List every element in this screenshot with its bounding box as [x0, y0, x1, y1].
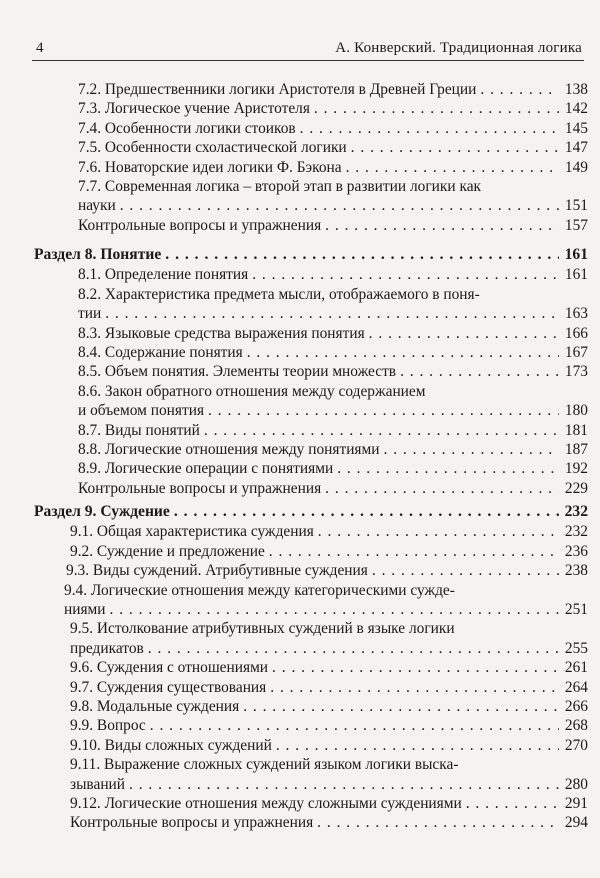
entry-text-line: 7.5. Особенности схоластической логики: [78, 139, 347, 157]
entry-text-line: 9.4. Логические отношения между категорическими сужде-: [64, 581, 455, 599]
dot-leader: [270, 678, 559, 697]
dot-leader: [174, 502, 559, 521]
entry-page-number: 167: [564, 344, 588, 361]
dot-leader: [369, 324, 559, 343]
entry-page-number: 229: [564, 479, 588, 497]
toc-entry: [78, 362, 588, 381]
entry-text-line: 8.2. Характеристика предмета мысли, отображаемого в поня-: [78, 285, 480, 303]
page-header: [32, 38, 584, 61]
entry-text-line: 7.4. Особенности логики стоиков: [78, 119, 296, 137]
entry-page-number: 149: [564, 158, 588, 176]
entry-page-number: 163: [564, 305, 588, 323]
entry-page-number: 142: [564, 100, 588, 118]
entry-page-number: 180: [564, 402, 588, 420]
entry-text-line: 9.10. Виды сложных суждений: [70, 736, 272, 754]
dot-leader: [400, 362, 559, 381]
entry-page-number: 238: [564, 562, 588, 580]
dot-leader: [466, 794, 559, 813]
entry-text-line: тии: [78, 305, 102, 323]
dot-leader: [325, 216, 559, 235]
entry-page-number: 161: [564, 266, 588, 284]
dot-leader: [243, 697, 559, 716]
entry-text-line: 9.1. Общая характеристика суждения: [70, 523, 314, 541]
toc-entry: [78, 324, 588, 343]
entry-text-line: 9.2. Суждение и предложение: [70, 542, 265, 560]
entry-text-line: 8.6. Закон обратного отношения между содержанием: [78, 382, 426, 400]
toc-entry: [78, 80, 588, 99]
dot-leader: [317, 813, 559, 832]
toc-entry: [78, 421, 588, 440]
toc-entry: [70, 794, 588, 813]
toc-entry: [70, 658, 588, 677]
entry-text-line: 9.11. Выражение сложных суждений языком логики выска-: [70, 756, 459, 774]
entry-text-line: Контрольные вопросы и упражнения: [78, 479, 322, 497]
dot-leader: [204, 421, 559, 440]
entry-text-line: ниями: [64, 600, 106, 618]
toc-entry: [78, 343, 588, 362]
toc-entry: [66, 561, 588, 580]
dot-leader: [372, 561, 559, 580]
toc-entry: [78, 440, 588, 459]
dot-leader: [318, 522, 559, 541]
section-page-number: 161: [564, 246, 588, 263]
toc-entry: [70, 697, 588, 716]
dot-leader: [351, 138, 559, 157]
toc-entry: [78, 99, 588, 118]
entry-text-line: 8.4. Содержание понятия: [78, 344, 243, 361]
entry-page-number: 264: [564, 678, 588, 696]
toc-entry: [78, 479, 588, 498]
entry-text-line: 7.6. Новаторские идеи логики Ф. Бэкона: [78, 158, 342, 176]
entry-text-line: 9.8. Модальные суждения: [70, 698, 240, 715]
toc-entry: [70, 678, 588, 697]
dot-leader: [314, 99, 559, 118]
entry-page-number: 166: [564, 324, 588, 342]
dot-leader: [276, 736, 559, 755]
entry-page-number: 181: [564, 421, 588, 439]
entry-page-number: 261: [564, 659, 588, 677]
entry-text-line: 9.5. Истолкование атрибутивных суждений в языке логики: [70, 620, 455, 638]
dot-leader: [337, 459, 559, 478]
entry-text-line: 8.9. Логические операции с понятиями: [78, 460, 334, 478]
dot-leader: [384, 440, 559, 459]
section-heading: [34, 502, 588, 521]
entry-page-number: 157: [564, 216, 588, 234]
entry-page-number: 236: [564, 542, 588, 560]
entry-page-number: 145: [564, 119, 588, 137]
entry-text-line: и объемом понятия: [78, 402, 205, 420]
dot-leader: [252, 265, 559, 284]
entry-text-line: предикатов: [70, 639, 144, 657]
dot-leader: [269, 542, 559, 561]
toc-entry: [78, 177, 588, 216]
toc-entry: [70, 619, 588, 658]
dot-leader: [208, 401, 559, 420]
section-title: Раздел 8. Понятие: [34, 246, 162, 263]
dot-leader: [300, 119, 559, 138]
toc-entry: [78, 138, 588, 157]
entry-text-line: 8.8. Логические отношения между понятиями: [78, 441, 380, 458]
toc-entry: [70, 542, 588, 561]
dot-leader: [165, 245, 558, 264]
dot-leader: [129, 775, 559, 794]
entry-text-line: 8.1. Определение понятия: [78, 266, 249, 284]
dot-leader: [148, 639, 559, 658]
entry-text-line: зываний: [70, 775, 126, 793]
entry-text-line: 7.2. Предшественники логики Аристотеля в Древней Греции: [78, 81, 477, 98]
entry-text-line: 8.5. Объем понятия. Элементы теории множеств: [78, 363, 397, 381]
dot-leader: [325, 479, 559, 498]
entry-page-number: 251: [564, 600, 588, 618]
entry-page-number: 232: [564, 523, 588, 541]
entry-text-line: 9.3. Виды суждений. Атрибутивные суждения: [66, 562, 368, 580]
entry-page-number: 147: [564, 139, 588, 157]
entry-text-line: 8.7. Виды понятий: [78, 421, 200, 439]
toc-entry: [78, 265, 588, 284]
dot-leader: [105, 304, 559, 323]
dot-leader: [120, 196, 559, 215]
toc-entry: [70, 522, 588, 541]
dot-leader: [480, 80, 559, 99]
page-number: 4: [36, 40, 44, 56]
toc-entry: [64, 581, 588, 620]
entry-page-number: 268: [564, 717, 588, 735]
entry-page-number: 266: [564, 698, 588, 715]
entry-page-number: 291: [564, 795, 588, 812]
entry-text-line: Контрольные вопросы и упражнения: [78, 216, 322, 234]
entry-text-line: 7.3. Логическое учение Аристотеля: [78, 100, 310, 118]
toc-entry: [78, 285, 588, 324]
running-title: А. Конверский. Традиционная логика: [335, 40, 582, 56]
entry-text-line: науки: [78, 197, 116, 215]
toc-entry: [78, 158, 588, 177]
entry-page-number: 187: [564, 441, 588, 458]
toc-entry: [78, 216, 588, 235]
entry-page-number: 280: [564, 775, 588, 793]
section-heading: [34, 245, 588, 264]
entry-page-number: 294: [564, 814, 588, 832]
section-page-number: 232: [564, 503, 588, 520]
entry-page-number: 270: [564, 736, 588, 754]
dot-leader: [110, 600, 559, 619]
entry-page-number: 151: [564, 197, 588, 215]
toc-entry: [78, 382, 588, 421]
entry-text-line: 9.6. Суждения с отношениями: [70, 659, 269, 677]
toc-entry: [70, 736, 588, 755]
entry-page-number: 192: [564, 460, 588, 478]
toc-entry: [70, 813, 588, 832]
entry-text-line: 8.3. Языковые средства выражения понятия: [78, 324, 365, 342]
entry-page-number: 173: [564, 363, 588, 381]
entry-page-number: 255: [564, 639, 588, 657]
dot-leader: [150, 716, 559, 735]
entry-text-line: 9.7. Суждения существования: [70, 678, 267, 696]
dot-leader: [272, 658, 559, 677]
section-title: Раздел 9. Суждение: [34, 503, 170, 520]
toc-entry: [70, 716, 588, 735]
toc-entry: [78, 459, 588, 478]
dot-leader: [247, 343, 559, 362]
dot-leader: [346, 158, 559, 177]
entry-page-number: 138: [564, 81, 588, 98]
entry-text-line: 7.7. Современная логика – второй этап в развитии логики как: [78, 178, 481, 195]
toc-entry: [78, 119, 588, 138]
toc-entry: [70, 755, 588, 794]
entry-text-line: Контрольные вопросы и упражнения: [70, 814, 314, 832]
entry-text-line: 9.9. Вопрос: [70, 717, 146, 735]
entry-text-line: 9.12. Логические отношения между сложными суждениями: [70, 795, 462, 812]
